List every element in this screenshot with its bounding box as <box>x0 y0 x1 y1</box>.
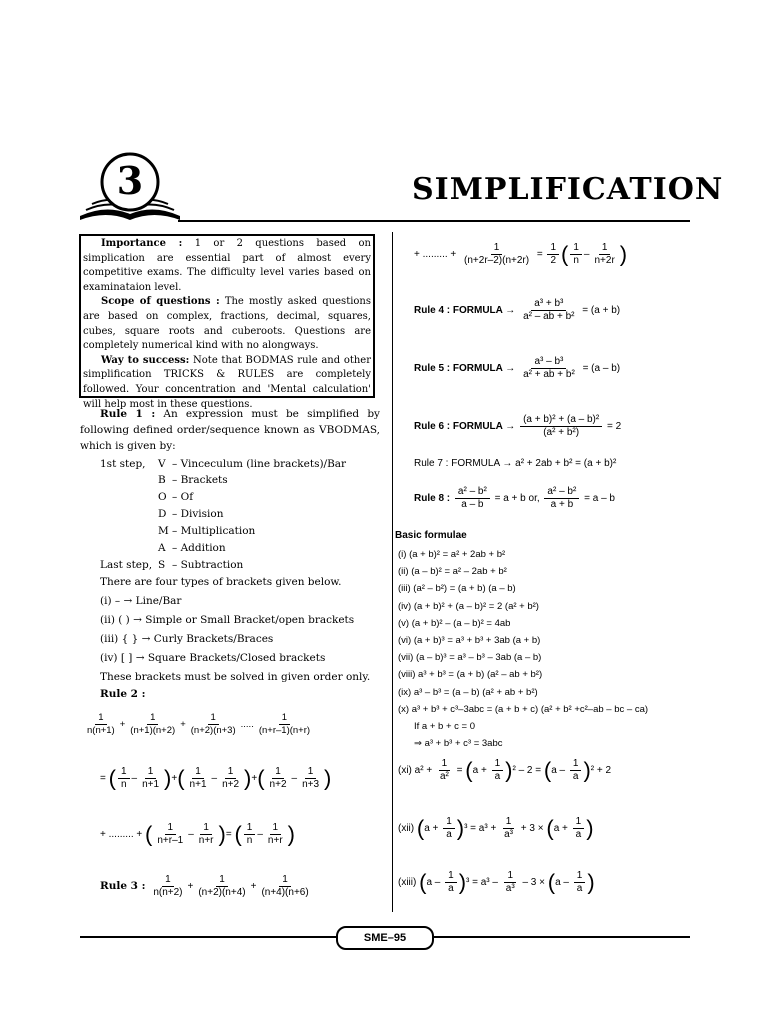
page-number-badge: SME–95 <box>336 926 434 950</box>
basic-formulae-list <box>398 546 648 752</box>
step-letter: S <box>158 559 166 571</box>
header-rule <box>178 220 690 222</box>
formula-item: (i) (a + b)² = a² + 2ab + b² <box>398 549 506 560</box>
rule4-result: = (a + b) <box>582 305 621 317</box>
brackets-intro: There are four types of brackets given below. <box>100 576 342 588</box>
formula-item: (v) (a + b)² – (a – b)² = 4ab <box>398 617 511 629</box>
formula-item: (iii) (a² – b²) = (a + b) (a – b) <box>398 583 516 595</box>
step-letter: A <box>158 542 166 554</box>
formula-xi-label: (xi) <box>398 765 412 777</box>
rule5-row: Rule 5 : FORMULA → $\frac{\text{a³ – b³}}{\text{a² + ab + b²}}$ = (a – b) <box>414 356 621 380</box>
step-desc: – Multiplication <box>172 525 256 537</box>
rule2-formula-line3: + ......... + ( $\frac{1}{n+r-1}$ – $\frac{1}{n+r}$ )= ( $\frac{1}{n}$ – $\frac{1}{n+r}$ ) <box>100 821 295 847</box>
step-desc: – Of <box>172 491 194 503</box>
way-para <box>83 354 371 412</box>
rule3-label: Rule 3 : <box>100 880 146 893</box>
rule8-row: Rule 8 : $\frac{\text{a² – b²}}{a - b}$ = a + b or, $\frac{\text{a² – b²}}{a + b}$ = a – b <box>414 486 615 510</box>
formula-item: (viii) a³ + b³ = (a + b) (a² – ab + b²) <box>398 669 543 681</box>
scope-label: Scope of questions : <box>101 296 220 308</box>
chapter-number: 3 <box>116 158 144 203</box>
rule4-row: Rule 4 : FORMULA → $\frac{\text{a³ + b³}}{\text{a² – ab + b²}}$ = (a + b) <box>414 298 621 322</box>
formula-xii: (xii) (a + $\frac{1}{a}$ )³ = a³ + $\frac{1}{\text{a³}}$ + 3 × (a + $\frac{1}{a}$ ) <box>398 815 594 841</box>
step-letter: O <box>158 491 167 503</box>
last-step-label: Last step, <box>100 559 153 571</box>
bracket-type: (i) – → Line/Bar <box>100 595 182 607</box>
importance-text: 1 or 2 questions based on simplication are essential part of almost every competitive exams. The difficulty level varies based on examinataion level. <box>83 238 371 293</box>
step-desc: – Subtraction <box>172 559 244 571</box>
rule2-label: Rule 2 : <box>100 688 146 700</box>
way-text: Note that BODMAS rule and other simplification TRICKS & RULES are completely followed. Your concentration and 'Mental calculation' will help most in these questions. <box>83 354 372 410</box>
rule7-row: Rule 7 : FORMULA → a² + 2ab + b² = (a + b)² <box>414 458 617 469</box>
rule6-result: = 2 <box>607 421 622 433</box>
page-title: SIMPLIFICATION <box>412 172 724 207</box>
rule1-block <box>80 406 380 454</box>
step-desc: – Addition <box>172 542 226 554</box>
step-desc: – Division <box>172 508 224 520</box>
column-divider <box>392 232 393 912</box>
rule1-text: An expression must be simplified by following defined order/sequence known as VBODMAS, which is given by: <box>80 408 380 452</box>
formula-xi: (xi) a² + $\frac{1}{\text{a²}}$ = (a + $\frac{1}{a}$ )² – 2 = (a – $\frac{1}{a}$ )² + 2 <box>398 757 612 783</box>
step-letter: V <box>158 458 166 470</box>
formula-item: (vii) (a – b)³ = a³ – b³ – 3ab (a – b) <box>398 652 542 664</box>
rule8-end: = a – b <box>584 493 615 505</box>
rule6-label: Rule 6 : FORMULA → <box>414 421 516 433</box>
step-letter: D <box>158 508 167 520</box>
rule1-label: Rule 1 : <box>100 408 156 420</box>
rule2-formula-line1: $\frac{1}{n(n+1)}$ + $\frac{1}{(n+1)(n+2)}$ + $\frac{1}{(n+2)(n+3)}$ ..... $\frac{1}{(n+r-1)(n+r)}$ <box>87 712 311 736</box>
step-letter: B <box>158 474 166 486</box>
formula-condition: If a + b + c = 0 <box>414 721 475 733</box>
bracket-type: (ii) ( ) → Simple or Small Bracket/open brackets <box>100 614 355 626</box>
rule5-label: Rule 5 : FORMULA → <box>414 363 516 375</box>
first-step-label: 1st step, <box>100 458 146 470</box>
rule8-mid: = a + b or, <box>494 493 540 505</box>
scope-text: The mostly asked questions are based on complex, fractions, decimal, squares, cubes, square roots and cuberoots. Questions are completely numerical kind with no alongways. <box>83 296 371 352</box>
bracket-type: (iii) { } → Curly Brackets/Braces <box>100 633 274 645</box>
step-letter: M <box>158 525 169 537</box>
formula-consequence: ⇒ a³ + b³ + c³ = 3abc <box>414 738 503 750</box>
rule5-result: = (a – b) <box>582 363 621 375</box>
formula-xiii-label: (xiii) <box>398 877 417 889</box>
chapter-badge <box>76 150 184 226</box>
formula-item: (iv) (a + b)² + (a – b)² = 2 (a² + b²) <box>398 600 539 612</box>
order-note: These brackets must be solved in given order only. <box>100 671 371 683</box>
formula-item: (ii) (a – b)² = a² – 2ab + b² <box>398 566 507 578</box>
rule2-continuation: + ......... + $\frac{1}{(n+2r-2)(n+2r)}$ = $\frac{1}{2}$ ( $\frac{1}{n}$ – $\frac{1}{n+2r}$ ) <box>414 241 628 267</box>
formula-item: (x) a³ + b³ + c³–3abc = (a + b + c) (a² + b² +c²–ab – bc – ca) <box>398 703 649 715</box>
rule6-row: Rule 6 : FORMULA → $\frac{\text{(a + b)² + (a – b)²}}{\text{(a² + b²)}}$ = 2 <box>414 414 622 438</box>
step-desc: – Vinceculum (line brackets)/Bar <box>172 458 347 470</box>
bracket-type: (iv) [ ] → Square Brackets/Closed brackets <box>100 652 326 664</box>
importance-para <box>83 237 371 295</box>
step-desc: – Brackets <box>172 474 228 486</box>
scope-para <box>83 295 371 353</box>
formula-item: (ix) a³ – b³ = (a – b) (a² + ab + b²) <box>398 686 538 698</box>
rule8-label: Rule 8 : <box>414 493 451 505</box>
way-label: Way to success: <box>101 354 190 366</box>
importance-label: Importance : <box>101 238 183 249</box>
basic-formulae-heading: Basic formulae <box>395 530 467 541</box>
intro-box <box>79 234 375 410</box>
formula-item: (vi) (a + b)³ = a³ + b³ + 3ab (a + b) <box>398 635 541 647</box>
rule3-formula: Rule 3 : $\frac{1}{n(n+2)}$ + $\frac{1}{(n+2)(n+4)}$ + $\frac{1}{(n+4)(n+6)}$ <box>100 874 309 898</box>
rule2-formula-line2: = ( $\frac{1}{n}$ – $\frac{1}{n+1}$ )+( $\frac{1}{n+1}$ – $\frac{1}{n+2}$ )+( $\frac{1}{n+2}$ – $\frac{1}{n+3}$ ) <box>100 765 332 791</box>
formula-xii-label: (xii) <box>398 823 415 835</box>
rule4-label: Rule 4 : FORMULA → <box>414 305 516 317</box>
formula-xiii: (xiii) (a – $\frac{1}{a}$ )³ = a³ – $\frac{1}{\text{a³}}$ – 3 × (a – $\frac{1}{a}$ ) <box>398 869 595 895</box>
